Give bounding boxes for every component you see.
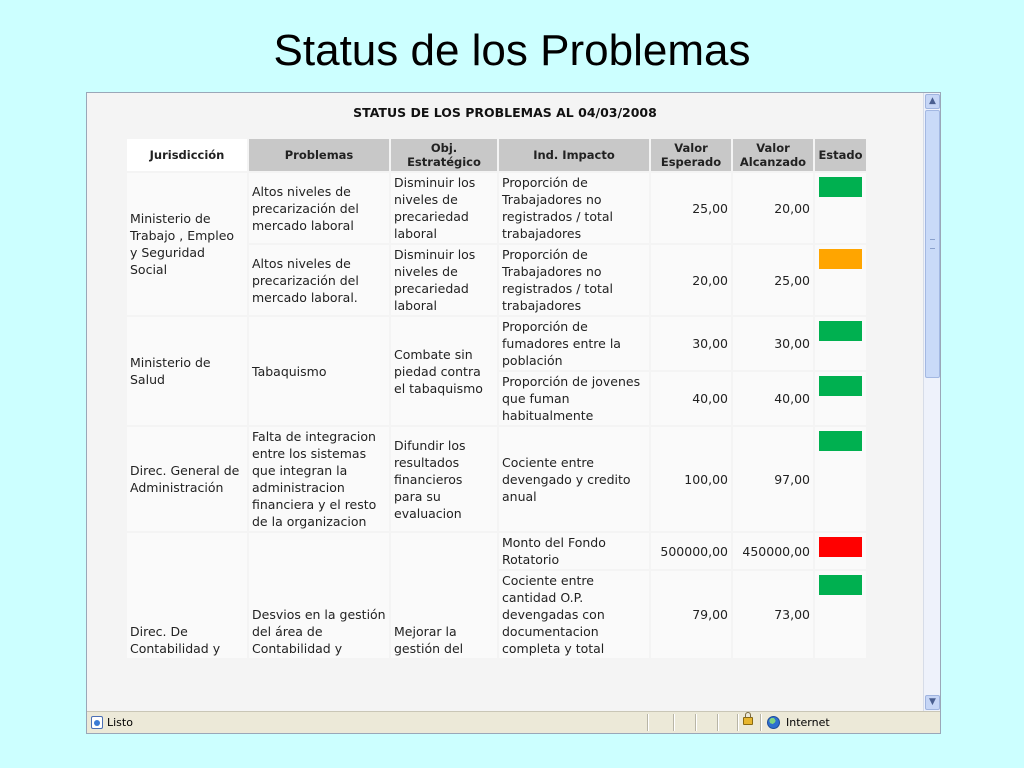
header-jurisdiccion: Jurisdicción [127,139,247,171]
cell-valor-alcanzado: 25,00 [733,245,813,315]
table-row [127,533,866,569]
status-divider [760,714,761,731]
status-indicator [819,575,862,595]
scrollbar-thumb[interactable] [925,110,940,378]
status-indicator [819,376,862,396]
cell-valor-alcanzado: 73,00 [733,571,813,658]
cell-estado [815,372,866,425]
page-content [87,93,923,711]
cell-valor-esperado: 79,00 [651,571,731,658]
status-indicator [819,249,862,269]
cell-valor-alcanzado: 20,00 [733,173,813,243]
cell-indicador: Monto del Fondo Rotatorio [499,533,649,569]
cell-objetivo: Disminuir los niveles de precariedad laboral [391,245,497,315]
cell-problema: Tabaquismo [249,317,389,425]
cell-indicador: Proporción de Trabajadores no registrados / total trabajadores [499,173,649,243]
cell-indicador: Proporción de fumadores entre la población [499,317,649,370]
chevron-up-icon[interactable]: ▲ [925,94,940,109]
cell-estado [815,571,866,658]
status-indicator [819,321,862,341]
vertical-scrollbar[interactable] [923,93,940,711]
cell-estado [815,533,866,569]
status-indicator [819,537,862,557]
cell-estado [815,173,866,243]
cell-indicador: Cociente entre devengado y credito anual [499,427,649,531]
chevron-down-icon[interactable]: ▼ [925,695,940,710]
status-bar [87,711,940,733]
header-valor-esperado: Valor Esperado [651,139,731,171]
cell-indicador: Cociente entre cantidad O.P. devengadas con documentacion completa y total [499,571,649,658]
cell-indicador: Proporción de jovenes que fuman habitualmente [499,372,649,425]
header-estado: Estado [815,139,866,171]
cell-estado [815,317,866,370]
status-divider [647,714,648,731]
cell-jurisdiccion: Ministerio de Salud [127,317,247,425]
globe-icon [767,716,780,729]
page-icon [91,716,103,729]
header-ind-impacto: Ind. Impacto [499,139,649,171]
status-divider [695,714,696,731]
status-divider [717,714,718,731]
cell-valor-esperado: 500000,00 [651,533,731,569]
cell-objetivo: Difundir los resultados financieros para su evaluacion [391,427,497,531]
status-indicator [819,177,862,197]
status-divider [737,714,738,731]
browser-window [86,92,941,734]
header-valor-alcanzado: Valor Alcanzado [733,139,813,171]
cell-valor-esperado: 100,00 [651,427,731,531]
status-text: Listo [107,716,133,729]
cell-jurisdiccion: Direc. De Contabilidad y [127,533,247,658]
cell-valor-alcanzado: 97,00 [733,427,813,531]
header-problemas: Problemas [249,139,389,171]
cell-problema: Altos niveles de precarización del mercado laboral [249,173,389,243]
lock-icon [743,717,753,725]
status-divider [673,714,674,731]
cell-valor-alcanzado: 40,00 [733,372,813,425]
cell-problema: Altos niveles de precarización del mercado laboral. [249,245,389,315]
report-title: STATUS DE LOS PROBLEMAS AL 04/03/2008 [353,105,657,120]
header-obj-estrategico: Obj. Estratégico [391,139,497,171]
cell-valor-alcanzado: 30,00 [733,317,813,370]
table-row [127,173,866,243]
status-indicator [819,431,862,451]
cell-valor-esperado: 30,00 [651,317,731,370]
cell-jurisdiccion: Ministerio de Trabajo , Empleo y Seguridad Social [127,173,247,315]
cell-problema: Desvios en la gestión del área de Contabilidad y [249,533,389,658]
cell-objetivo: Combate sin piedad contra el tabaquismo [391,317,497,425]
cell-valor-esperado: 40,00 [651,372,731,425]
grip-icon [930,239,935,249]
cell-valor-esperado: 25,00 [651,173,731,243]
cell-problema: Falta de integracion entre los sistemas que integran la administracion financiera y el resto de la organizacion [249,427,389,531]
cell-objetivo: Disminuir los niveles de precariedad laboral [391,173,497,243]
cell-estado [815,245,866,315]
slide-title: Status de los Problemas [273,26,751,75]
cell-objetivo: Mejorar la gestión del [391,533,497,658]
cell-estado [815,427,866,531]
cell-valor-alcanzado: 450000,00 [733,533,813,569]
status-table [125,137,868,660]
header-row [127,139,866,171]
table-row [127,427,866,531]
cell-valor-esperado: 20,00 [651,245,731,315]
cell-jurisdiccion: Direc. General de Administración [127,427,247,531]
cell-indicador: Proporción de Trabajadores no registrados / total trabajadores [499,245,649,315]
table-row [127,317,866,370]
zone-text: Internet [786,716,830,729]
